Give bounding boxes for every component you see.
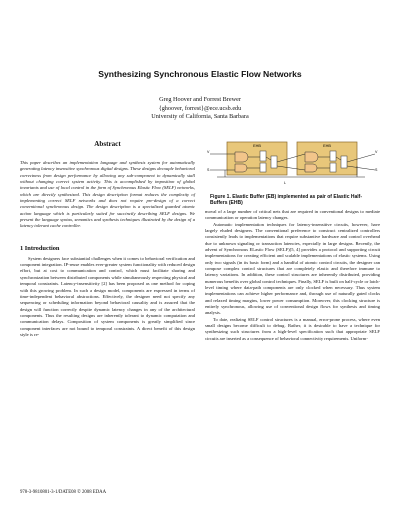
latch-label: L <box>284 181 286 185</box>
latch-left-bottom <box>260 163 266 172</box>
signal-label-v-left: V <box>207 150 210 154</box>
and-gate-left-bottom <box>235 164 247 172</box>
figure-caption: Figure 1. Elastic Buffer (EB) implemented as pair of Elastic Half-Buffers (EHB) <box>210 194 362 207</box>
right-paragraph-continued: moval of a large number of critical nets that are required in conventional designs to mediate communication or operation latency changes. <box>205 208 380 221</box>
paper-title: Synthesizing Synchronous Elastic Flow Networks <box>98 69 302 79</box>
and-gate-right-bottom <box>305 164 317 172</box>
elastic-buffer-diagram <box>205 140 380 191</box>
section-heading-introduction: 1 Introduction <box>20 244 60 252</box>
and-gate-right-top <box>305 152 318 162</box>
signal-label-s-right: S <box>375 168 378 172</box>
affiliation: University of California, Santa Barbara <box>151 113 249 121</box>
right-paragraph-automatic: Automatic implementation techniques for latency-insensitive circuits, however, have largely eluded designers. The conventional preference to construct centralized controllers consistently leads to implementations that require substantive hardware and control overhead due to unknown signaling or transaction latencies, especially in large designs. Recently, the advent of Synchronous ELastic Flow (SELF)[5, 4] provides a protocol and supporting circuit implementations for creating efficient and scalable implementations of elastic systems. Using only two signals (in its basic form) and a handful of atomic control circuits, the designer can compose complex control structures that are completely elastic and therefore immune to latency variations. In addition, these control structures are inherently distributed, providing numerous benefits over global control techniques. Finally, SELF is built on half-cycle or latch-level timing where data-path components are only clocked when necessary. Thus system implementations can achieve higher performance and, through use of naturally gated clocks and relaxed timing margins, lower power consumption. Moreover, this clocking structure is entirely synchronous, allowing use of conventional design flows for synthesis and timing analysis. <box>205 221 380 316</box>
latch-right-mid <box>341 156 347 168</box>
abstract-text: This paper describes an implementation language and synthesis system for automatically generating latency insensitive synchronous digital designs. These designs decouple behavioral correctness from design performance by allowing any sub-component to dynamically stall without changing correct system activity. This is accomplished by imposition of global invariants and use of local control in the form of Synchronous Elastic Flow (SELF) networks, which are directly synthesized. This design description format reduces the complexity of implementing correct SELF networks and does not require pre-design of a correct conventional synchronous design. The design description is a specialized guarded atomic action language which is particularly suited for succinctly describing SELF designs. We present the language syntax, semantics and synthesis techniques illustrated by the design of a latency tolerant cache controller. <box>20 160 195 229</box>
author-block <box>0 96 400 122</box>
author-email: {ghoover, forrest}@ece.ucsb.edu <box>158 104 242 112</box>
ehb-label-right: EHB <box>323 144 331 148</box>
latch-left-top <box>260 151 266 161</box>
footer-isbn: 978-3-9810801-3-1/DATE08 © 2008 EDAA <box>20 490 107 495</box>
latch-right-top <box>330 151 336 161</box>
right-column <box>205 140 380 342</box>
figure-elastic-buffer <box>205 140 380 191</box>
authors: Greg Hoover and Forrest Brewer <box>159 96 241 103</box>
right-paragraph-to-date: To date, realizing SELF control structures is a manual, error-prone process, where even small designs become difficult to debug. Rather, it is desirable to have a technique for synthesizing such structures from a high-level specification such that appropriate SELF circuits are inserted as a consequence of behavioral connectivity requirements. Uniform- <box>205 316 380 341</box>
abstract-heading: Abstract <box>94 140 121 148</box>
and-gate-left-top <box>235 152 248 162</box>
ehb-label-left: EHB <box>253 144 261 148</box>
latch-left-mid <box>271 156 277 168</box>
latch-right-bottom <box>330 163 336 172</box>
signal-label-s-left: S <box>207 168 210 172</box>
signal-label-v-right: V <box>375 150 378 154</box>
left-column <box>20 140 195 338</box>
intro-paragraph: System designers face substantial challenges when it comes to behavioral verification and component integration. IP-reuse enables ever-greater system functionality with reduced design effort, but at cost to communication and control, which must facilitate sharing and synchronization between distributed components while simultaneously respecting physical and temporal constraints. Latency-insensitivity [2] has been proposed as one method for coping with this growing problem. In such a design model, components are expressed in terms of time-independent behavioral abstractions. Effectively, the designer need not specify any sequencing or scheduling information beyond behavioral causality and is assured that the design will function correctly despite dynamic latency changes in any of the architectural components. Thus the resulting designs are inherently tolerant to dynamic computation and communication delays. Composition of system components is greatly simplified since component interfaces are not bound to temporal constraints. A direct benefit of this design style is re- <box>20 255 195 337</box>
